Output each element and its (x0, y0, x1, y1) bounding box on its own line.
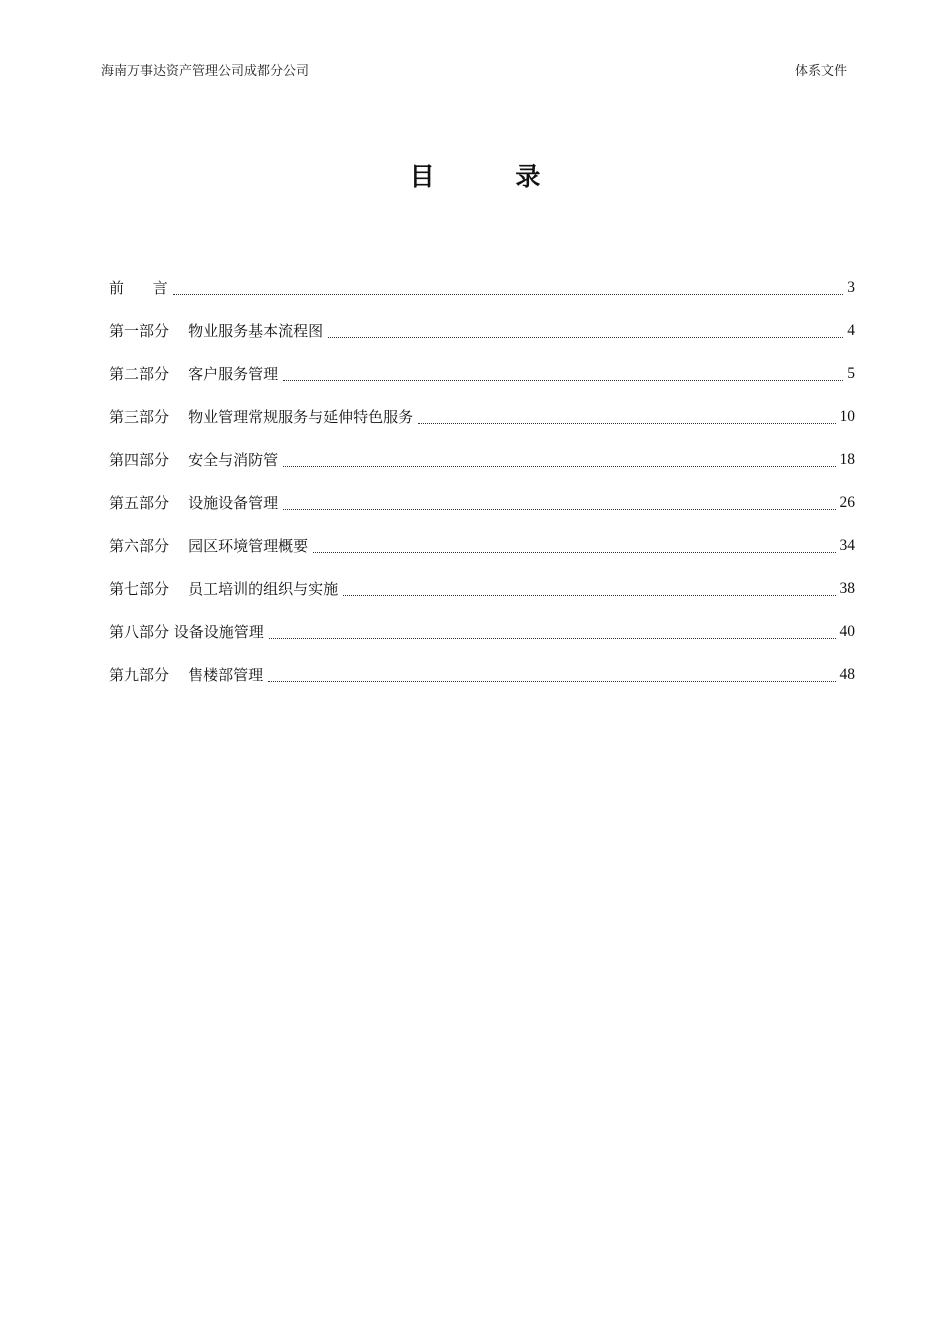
toc-part-label: 前 言 (109, 279, 168, 297)
toc-part-label: 第五部分 (109, 494, 189, 512)
toc-page-number: 4 (847, 321, 855, 339)
toc-page-number: 34 (839, 536, 855, 554)
toc-dot-leader (283, 508, 835, 510)
toc-page-number: 26 (839, 493, 855, 511)
toc-page-number: 5 (847, 364, 855, 382)
toc-entry-part-3[interactable] (109, 395, 855, 438)
toc-part-label: 第二部分 (109, 365, 189, 383)
toc-entry-title: 物业管理常规服务与延伸特色服务 (188, 408, 414, 426)
toc-part-label: 第九部分 (109, 666, 189, 684)
toc-part-label: 第一部分 (109, 322, 189, 340)
toc-dot-leader (328, 336, 843, 338)
page-title: 目 录 (409, 162, 577, 191)
toc-page-number: 3 (847, 278, 855, 296)
toc-entry-title: 客户服务管理 (188, 365, 279, 383)
toc-part-label: 第六部分 (109, 537, 189, 555)
toc-dot-leader (283, 379, 843, 381)
toc-page-number: 48 (839, 665, 855, 683)
toc-page-number: 38 (839, 579, 855, 597)
toc-entry-title: 设施设备管理 (188, 494, 279, 512)
toc-entry-title: 园区环境管理概要 (188, 537, 309, 555)
toc-entry-part-6[interactable] (109, 524, 855, 567)
toc-dot-leader (283, 465, 835, 467)
toc-entry-title: 安全与消防管 (188, 451, 279, 469)
toc-entry-part-8[interactable] (109, 610, 855, 653)
toc-page-number: 10 (839, 407, 855, 425)
toc-page-number: 40 (839, 622, 855, 640)
toc-dot-leader (343, 594, 835, 596)
header-doc-type: 体系文件 (794, 63, 847, 79)
toc-entry-part-2[interactable] (109, 352, 855, 395)
toc-page-number: 18 (839, 450, 855, 468)
toc-entry-part-5[interactable] (109, 481, 855, 524)
toc-dot-leader (173, 293, 844, 295)
toc-entry-title: 物业服务基本流程图 (188, 322, 324, 340)
toc-entry-part-4[interactable] (109, 438, 855, 481)
header-company: 海南万事达资产管理公司成都分公司 (101, 63, 310, 79)
toc-part-label: 第七部分 (109, 580, 189, 598)
toc-entry-preface[interactable] (109, 266, 855, 309)
table-of-contents (109, 266, 855, 696)
toc-part-label: 第四部分 (109, 451, 189, 469)
toc-entry-part-7[interactable] (109, 567, 855, 610)
toc-entry-title: 员工培训的组织与实施 (188, 580, 339, 598)
toc-entry-part-9[interactable] (109, 653, 855, 696)
toc-dot-leader (268, 680, 835, 682)
toc-entry-title: 售楼部管理 (188, 666, 264, 684)
toc-part-label: 第三部分 (109, 408, 189, 426)
toc-entry-title: 设备设施管理 (173, 623, 264, 641)
toc-dot-leader (418, 422, 835, 424)
toc-part-label: 第八部分 (109, 623, 174, 641)
toc-entry-part-1[interactable] (109, 309, 855, 352)
page-header (101, 59, 847, 79)
toc-dot-leader (313, 551, 835, 553)
toc-dot-leader (269, 637, 836, 639)
